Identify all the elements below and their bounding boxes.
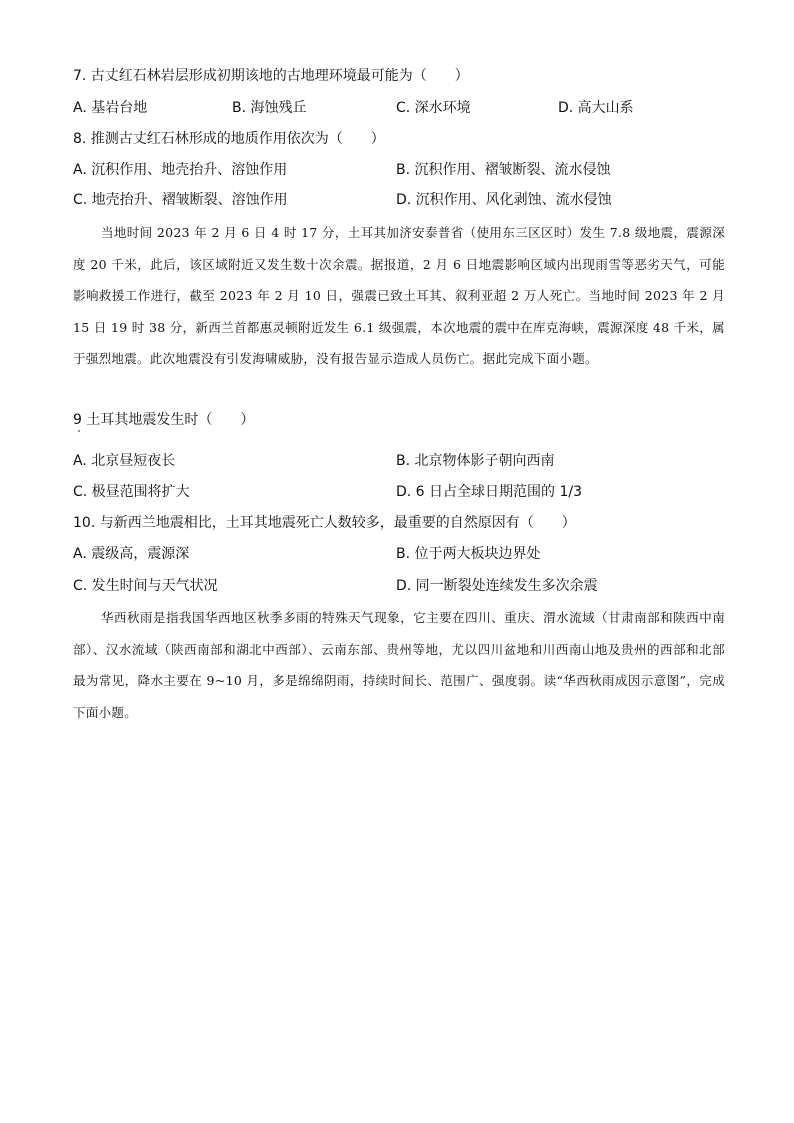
earthquake-passage bbox=[73, 217, 725, 375]
stray-dot-mark bbox=[78, 430, 80, 432]
question-10-option-d: D. 同一断裂处连续发生多次余震 bbox=[396, 578, 598, 594]
question-8-option-b: B. 沉积作用、褶皱断裂、流水侵蚀 bbox=[396, 162, 611, 178]
question-8-stem: 8. 推测古丈红石林形成的地质作用依次为（ ） bbox=[73, 131, 385, 147]
earthquake-passage-text: 当地时间 2023 年 2 月 6 日 4 时 17 分，土耳其加济安泰普省（使用东三区区时）发生 7.8 级地震，震源深度 20 千米，此后，该区域附近又发生数十次余震。据报道，2 月 6 日地震影响区域内出现雨雪等恶劣天气，可能影响救援工作进行，截至 2023 年 2 月 10 日，强震已致土耳其、叙利亚超 2 万人死亡。当地时间 2023 年 2 月 15 日 19 时 38 分，新西兰首都惠灵顿附近发生 6.1 级强震，本次地震的震中在库克海峡，震源深度 48 千米，属于强烈地震。此次地震没有引发海啸威胁，没有报告显示造成人员伤亡。据此完成下面小题。 bbox=[73, 225, 725, 367]
question-7-option-a: A. 基岩台地 bbox=[73, 100, 148, 116]
question-10-stem: 10. 与新西兰地震相比，土耳其地震死亡人数较多，最重要的自然原因有（ ） bbox=[73, 515, 576, 531]
question-7-option-d: D. 高大山系 bbox=[558, 100, 634, 116]
autumn-rain-passage-text: 华西秋雨是指我国华西地区秋季多雨的特殊天气现象，它主要在四川、重庆、渭水流域（甘肃南部和陕西中南部）、汉水流域（陕西南部和湖北中西部）、云南东部、贵州等地，尤以四川盆地和川西南山地及贵州的西部和北部最为常见，降水主要在 9~10 月，多是绵绵阴雨，持续时间长、范围广、强度弱。读“华西秋雨成因示意图”，完成下面小题。 bbox=[73, 610, 725, 720]
question-10-option-c: C. 发生时间与天气状况 bbox=[73, 578, 218, 594]
question-9-stem: 9 土耳其地震发生时（ ） bbox=[73, 412, 255, 428]
question-8-option-a: A. 沉积作用、地壳抬升、溶蚀作用 bbox=[73, 162, 288, 178]
question-8-option-c: C. 地壳抬升、褶皱断裂、溶蚀作用 bbox=[73, 192, 288, 208]
question-9-option-d: D. 6 日占全球日期范围的 1/3 bbox=[396, 484, 583, 500]
question-9-option-b: B. 北京物体影子朝向西南 bbox=[396, 453, 555, 469]
question-9-option-a: A. 北京昼短夜长 bbox=[73, 453, 176, 469]
autumn-rain-passage bbox=[73, 602, 725, 728]
question-7-option-b: B. 海蚀残丘 bbox=[232, 100, 307, 116]
question-8-option-d: D. 沉积作用、风化剥蚀、流水侵蚀 bbox=[396, 192, 612, 208]
question-10-option-a: A. 震级高，震源深 bbox=[73, 546, 190, 562]
question-10-option-b: B. 位于两大板块边界处 bbox=[396, 546, 541, 562]
question-7-option-c: C. 深水环境 bbox=[396, 100, 471, 116]
question-7-stem: 7. 古丈红石林岩层形成初期该地的古地理环境最可能为（ ） bbox=[73, 68, 469, 84]
question-9-option-c: C. 极昼范围将扩大 bbox=[73, 484, 190, 500]
